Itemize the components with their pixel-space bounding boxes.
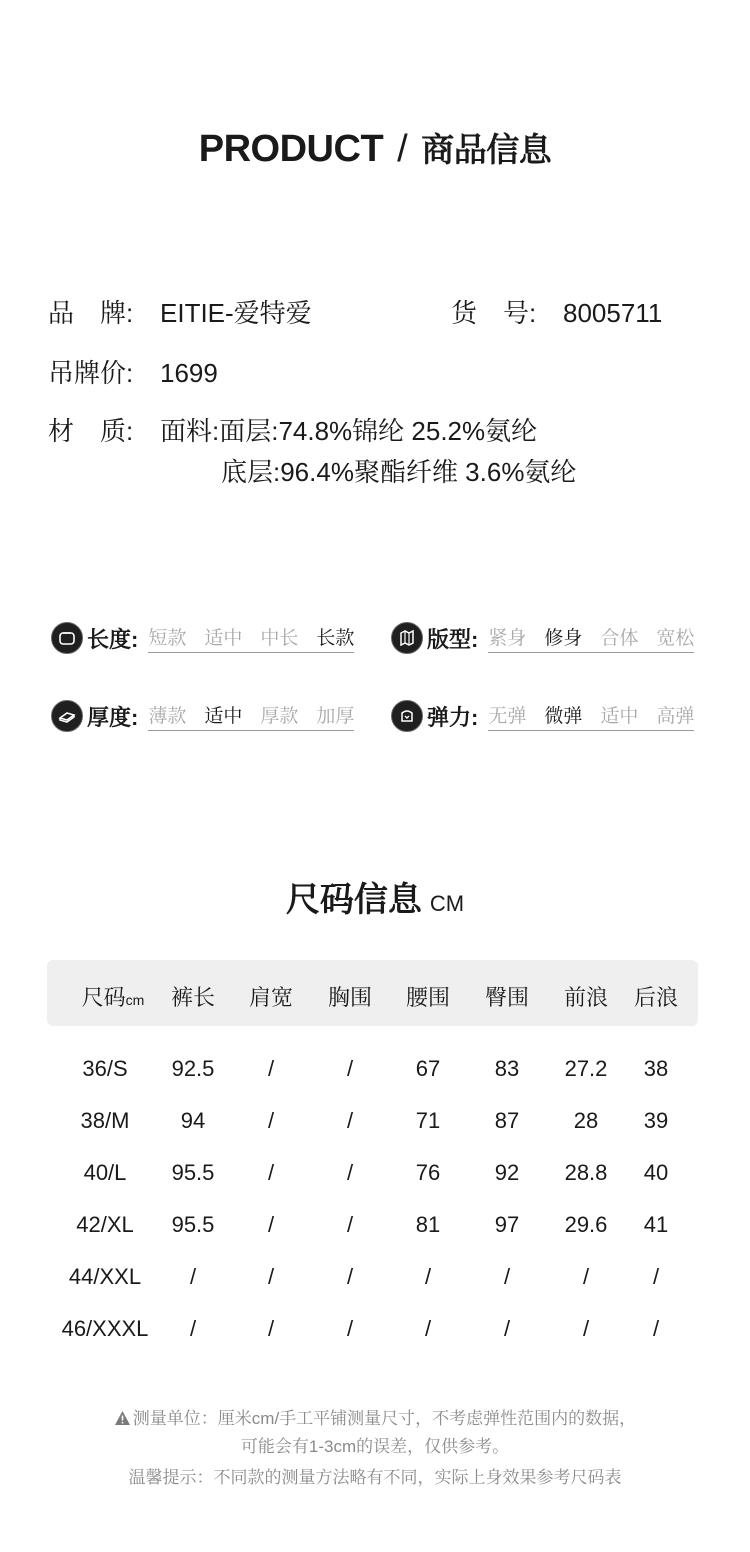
size-table-header-cell: 臀围 bbox=[484, 985, 529, 1010]
size-header-label: 尺码 bbox=[81, 985, 126, 1010]
size-table-cell: 81 bbox=[415, 1212, 441, 1237]
note-line-3 bbox=[0, 1463, 750, 1488]
attr-thickness-name: 厚度: bbox=[87, 704, 139, 730]
size-table-cell: 44/XXL bbox=[68, 1264, 142, 1289]
size-table-cell: 92.5 bbox=[171, 1056, 215, 1081]
size-table-cell: 41 bbox=[643, 1212, 669, 1237]
price-row bbox=[48, 353, 218, 390]
size-title-unit: CM bbox=[429, 891, 465, 916]
size-table-cell: / bbox=[267, 1264, 275, 1289]
attr-length bbox=[51, 621, 354, 655]
brand-label: 品 牌: bbox=[48, 298, 134, 328]
material-label: 材 质: bbox=[48, 416, 134, 446]
size-table-header-cell: 裤长 bbox=[170, 985, 215, 1010]
attr-fit-option: 合体 bbox=[600, 628, 639, 649]
size-table-cell: 27.2 bbox=[564, 1056, 608, 1081]
size-title-text: 尺码信息 bbox=[285, 881, 422, 919]
size-header-unit: cm bbox=[125, 992, 145, 1008]
size-table-cell: 67 bbox=[415, 1056, 441, 1081]
size-table-cell: / bbox=[267, 1316, 275, 1341]
size-table-header-cell: 后浪 bbox=[633, 985, 678, 1010]
attr-length-option: 适中 bbox=[204, 628, 243, 649]
attr-fit-option: 宽松 bbox=[656, 628, 695, 649]
size-table-cell: / bbox=[267, 1056, 275, 1081]
material-line-2: 底层:96.4%聚酯纤维 3.6%氨纶 bbox=[221, 457, 577, 487]
size-table-cell: / bbox=[582, 1264, 590, 1289]
attr-length-option: 中长 bbox=[260, 628, 299, 649]
title-en: PRODUCT bbox=[198, 128, 384, 170]
sku-label: 货 号: bbox=[451, 298, 537, 328]
size-table-cell: / bbox=[424, 1264, 432, 1289]
size-table-header-cell: 前浪 bbox=[563, 985, 608, 1010]
size-table-cell: / bbox=[346, 1056, 354, 1081]
note-text-2: 可能会有1-3cm的误差，仅供参考。 bbox=[240, 1437, 510, 1456]
size-table-cell: / bbox=[424, 1316, 432, 1341]
attr-elasticity-option: 微弹 bbox=[544, 706, 583, 727]
title-cn: 商品信息 bbox=[421, 131, 552, 168]
attr-elasticity-option: 高弹 bbox=[656, 706, 695, 727]
attr-fit-options bbox=[488, 623, 694, 653]
size-table-cell: 94 bbox=[180, 1108, 206, 1133]
attr-elasticity bbox=[391, 699, 694, 733]
size-table-cell: / bbox=[346, 1264, 354, 1289]
size-table-cell: / bbox=[503, 1316, 511, 1341]
title-separator: / bbox=[397, 128, 408, 170]
size-table-cell: / bbox=[346, 1212, 354, 1237]
sku-value: 8005711 bbox=[563, 298, 663, 328]
price-label: 吊牌价: bbox=[48, 358, 134, 388]
size-table-cell: 97 bbox=[494, 1212, 520, 1237]
attr-fit-option: 修身 bbox=[544, 628, 583, 649]
size-table-cell: 38 bbox=[643, 1056, 669, 1081]
size-table-cell: / bbox=[267, 1160, 275, 1185]
attr-elasticity-option: 适中 bbox=[600, 706, 639, 727]
size-table-cell: / bbox=[582, 1316, 590, 1341]
size-table-cell: / bbox=[346, 1160, 354, 1185]
attr-thickness-option: 薄款 bbox=[148, 706, 187, 727]
attr-thickness-option: 加厚 bbox=[316, 706, 355, 727]
material-row-2 bbox=[221, 452, 576, 489]
note-line-2 bbox=[0, 1432, 750, 1457]
size-table-cell: / bbox=[189, 1264, 197, 1289]
attr-elasticity-options bbox=[488, 701, 694, 731]
size-table-cell: 71 bbox=[415, 1108, 441, 1133]
attr-thickness-options bbox=[148, 701, 354, 731]
brand-value: EITIE-爱特爱 bbox=[160, 298, 312, 328]
size-table-cell: / bbox=[267, 1212, 275, 1237]
fit-icon bbox=[391, 622, 423, 654]
note-text-3: 温馨提示：不同款的测量方法略有不同，实际上身效果参考尺码表 bbox=[128, 1468, 622, 1487]
size-table-cell: 95.5 bbox=[171, 1160, 215, 1185]
size-table-header-cell: 肩宽 bbox=[248, 985, 293, 1010]
size-section-title bbox=[0, 872, 750, 921]
attr-length-option: 短款 bbox=[148, 628, 187, 649]
size-table-header-cell: 腰围 bbox=[405, 985, 450, 1010]
size-table-cell: 46/XXXL bbox=[61, 1316, 149, 1341]
note-line-1 bbox=[0, 1404, 750, 1431]
material-line-1: 面料:面层:74.8%锦纶 25.2%氨纶 bbox=[160, 416, 538, 446]
attr-length-name: 长度: bbox=[87, 626, 139, 652]
size-table-cell: 92 bbox=[494, 1160, 520, 1185]
attr-fit-option: 紧身 bbox=[488, 628, 527, 649]
size-table-cell: 40 bbox=[643, 1160, 669, 1185]
size-table-cell: / bbox=[652, 1316, 660, 1341]
page-title bbox=[0, 124, 750, 171]
size-table-cell: 95.5 bbox=[171, 1212, 215, 1237]
attr-fit-name: 版型: bbox=[427, 626, 479, 652]
attr-length-options bbox=[148, 623, 354, 653]
note-text-1: 测量单位：厘米cm/手工平铺测量尺寸，不考虑弹性范围内的数据， bbox=[132, 1409, 637, 1428]
size-table-cell: / bbox=[652, 1264, 660, 1289]
size-table-cell: 28.8 bbox=[564, 1160, 608, 1185]
elasticity-icon bbox=[391, 700, 423, 732]
price-value: 1699 bbox=[160, 358, 218, 388]
brand-row bbox=[48, 293, 312, 330]
attr-fit bbox=[391, 621, 694, 655]
size-table-cell: 28 bbox=[573, 1108, 599, 1133]
size-table-cell: / bbox=[346, 1108, 354, 1133]
size-table-cell: 42/XL bbox=[76, 1212, 134, 1237]
attr-thickness-option: 适中 bbox=[204, 706, 243, 727]
attr-elasticity-name: 弹力: bbox=[427, 704, 479, 730]
size-table-cell: / bbox=[503, 1264, 511, 1289]
sku-row bbox=[451, 293, 662, 330]
size-table-cell: / bbox=[267, 1108, 275, 1133]
size-table-cell: / bbox=[189, 1316, 197, 1341]
size-table-cell: 38/M bbox=[80, 1108, 130, 1133]
length-icon bbox=[51, 622, 83, 654]
size-table-cell: / bbox=[346, 1316, 354, 1341]
thickness-icon bbox=[51, 700, 83, 732]
size-table-cell: 29.6 bbox=[564, 1212, 608, 1237]
warning-icon bbox=[114, 1410, 131, 1431]
size-table-header-cell: 胸围 bbox=[327, 985, 372, 1010]
material-row bbox=[48, 411, 537, 448]
size-table-cell: 39 bbox=[643, 1108, 669, 1133]
attr-length-option: 长款 bbox=[316, 628, 355, 649]
size-table-cell: 40/L bbox=[83, 1160, 127, 1185]
size-table-cell: 76 bbox=[415, 1160, 441, 1185]
size-table-cell: 36/S bbox=[82, 1056, 128, 1081]
attr-elasticity-option: 无弹 bbox=[488, 706, 527, 727]
size-table-cell: 87 bbox=[494, 1108, 520, 1133]
size-table-cell: 83 bbox=[494, 1056, 520, 1081]
attr-thickness bbox=[51, 699, 354, 733]
attr-thickness-option: 厚款 bbox=[260, 706, 299, 727]
